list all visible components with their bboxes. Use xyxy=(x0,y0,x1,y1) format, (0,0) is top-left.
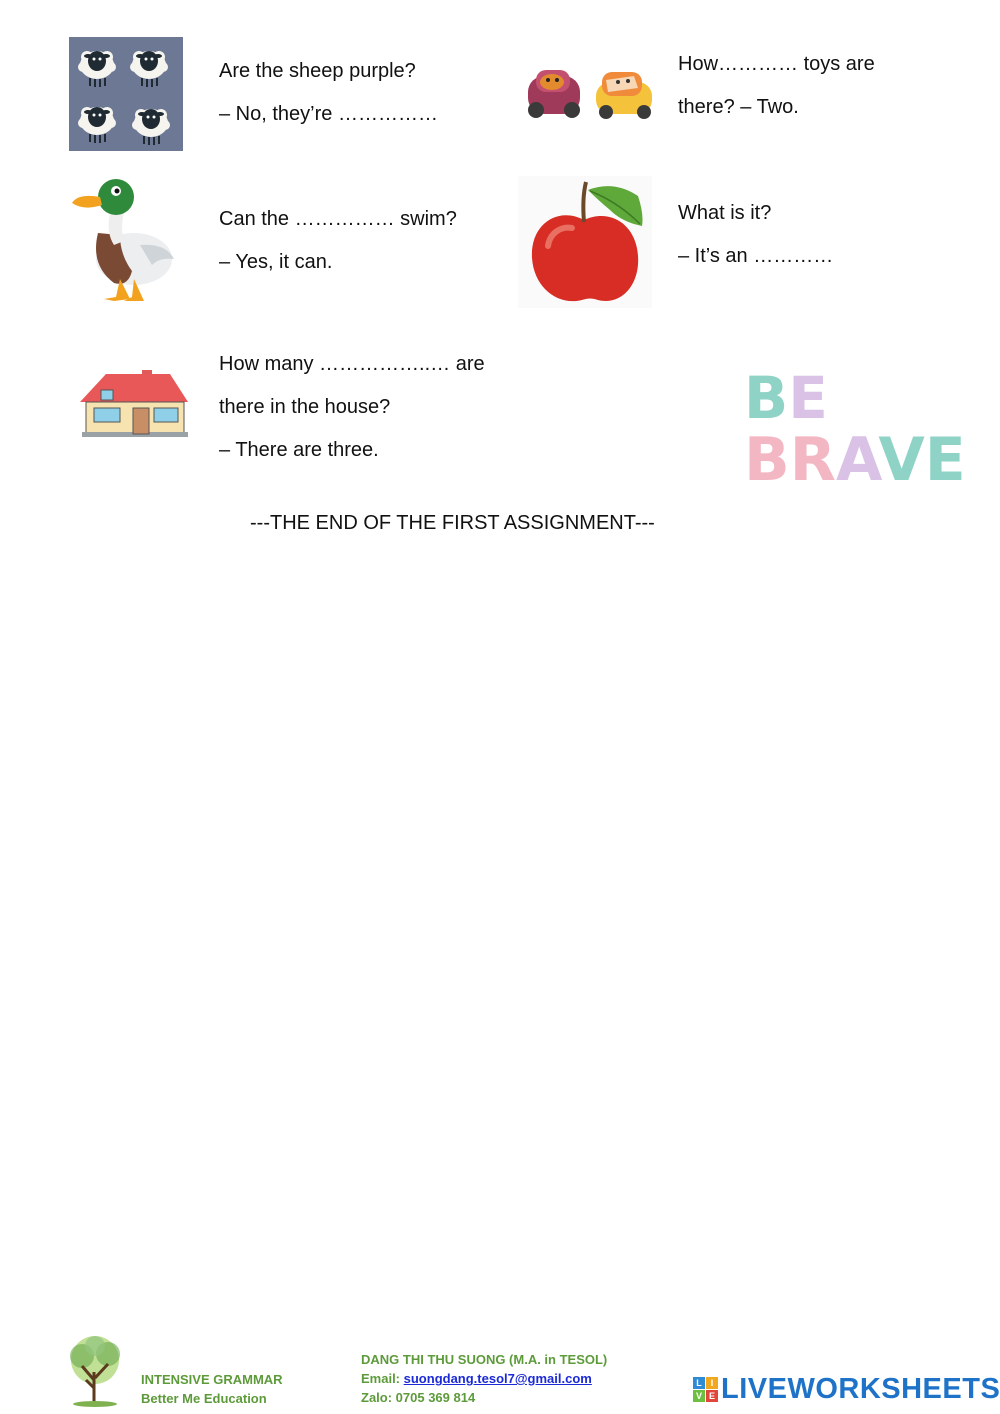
liveworksheets-wordmark: LIVEWORKSHEETS xyxy=(721,1372,1000,1405)
answer-line: there? – Two. xyxy=(678,96,799,118)
sheep-picture xyxy=(69,37,183,151)
lw-tile: E xyxy=(706,1390,718,1402)
footer-brand-subtitle: Better Me Education xyxy=(141,1391,267,1406)
question-duck xyxy=(219,198,457,284)
question-line: How many ……………..… are xyxy=(219,353,485,375)
question-apple xyxy=(678,192,833,278)
answer-line: – It’s an ………… xyxy=(678,245,834,267)
brave-letter: R xyxy=(789,425,836,495)
liveworksheets-logo xyxy=(693,1372,1000,1406)
footer-brand-title: INTENSIVE GRAMMAR xyxy=(141,1372,283,1387)
be-brave-line2 xyxy=(744,425,966,495)
brave-letter: E xyxy=(924,425,966,495)
answer-line: – There are three. xyxy=(219,439,379,461)
footer-author-name: DANG THI THU SUONG (M.A. in TESOL) xyxy=(361,1352,608,1367)
lw-tile: L xyxy=(693,1377,705,1389)
tree-logo xyxy=(58,1332,132,1408)
lw-tile: V xyxy=(693,1390,705,1402)
question-line: Are the sheep purple? xyxy=(219,60,416,82)
liveworksheets-tiles xyxy=(693,1377,718,1402)
question-sheep xyxy=(219,50,438,136)
footer-brand xyxy=(141,1370,283,1408)
brave-letter: B xyxy=(744,425,790,495)
lw-tile: I xyxy=(706,1377,718,1389)
question-line: Can the …………… swim? xyxy=(219,208,457,230)
footer-author xyxy=(361,1350,607,1407)
footer-email-label: Email: xyxy=(361,1371,401,1386)
be-letter: B xyxy=(744,364,789,432)
question-line: How………… toys are xyxy=(678,53,875,75)
brave-letter: V xyxy=(878,425,925,495)
answer-line: – Yes, it can. xyxy=(219,251,333,273)
house-picture xyxy=(78,368,190,440)
end-of-assignment: ---THE END OF THE FIRST ASSIGNMENT--- xyxy=(250,512,655,534)
toy-cars-picture xyxy=(522,62,656,124)
brave-letter: A xyxy=(835,425,879,495)
question-toys xyxy=(678,43,875,129)
duck-picture xyxy=(68,175,178,309)
apple-picture xyxy=(518,176,652,308)
question-house xyxy=(219,343,485,472)
footer-email-row xyxy=(361,1369,607,1388)
question-line: there in the house? xyxy=(219,396,391,418)
question-line: What is it? xyxy=(678,202,772,224)
be-brave-line1 xyxy=(744,364,828,432)
be-letter: E xyxy=(788,364,828,432)
footer-zalo: Zalo: 0705 369 814 xyxy=(361,1390,476,1405)
footer-email-link[interactable]: suongdang.tesol7@gmail.com xyxy=(403,1371,592,1386)
answer-line: – No, they’re …………… xyxy=(219,103,438,125)
be-brave-graphic xyxy=(742,360,966,495)
